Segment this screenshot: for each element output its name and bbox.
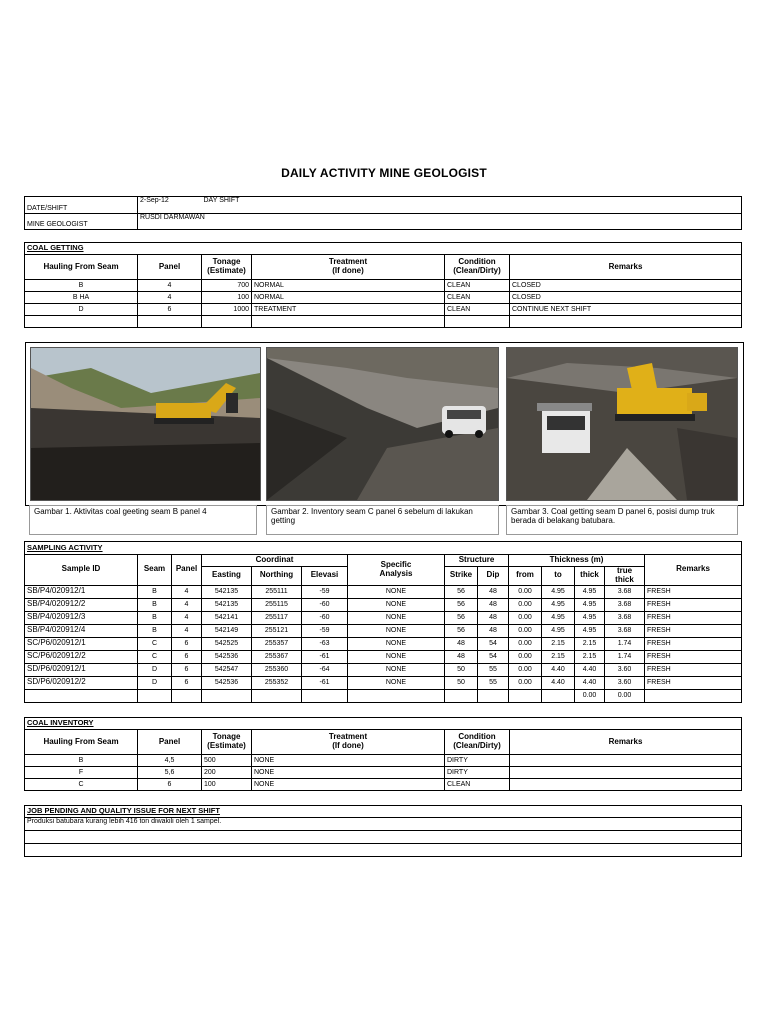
- sample-cell: NONE: [348, 676, 445, 689]
- sample-cell: [25, 689, 138, 702]
- sampling-table: [24, 541, 742, 703]
- sample-cell: 4: [172, 611, 202, 624]
- photo-caption-3: Gambar 3. Coal getting seam D panel 6, posisi dump truk berada di belakang batubara.: [506, 505, 738, 535]
- sample-cell: -64: [302, 663, 348, 676]
- table-cell: NONE: [252, 779, 445, 791]
- sample-cell: 255367: [252, 650, 302, 663]
- sample-cell: 1.74: [605, 650, 645, 663]
- col-to: to: [542, 567, 575, 586]
- sample-cell: 0.00: [509, 585, 542, 598]
- sample-cell: 48: [478, 598, 509, 611]
- sampling-title: SAMPLING ACTIVITY: [25, 542, 742, 555]
- sample-cell: B: [138, 598, 172, 611]
- table-cell: [25, 316, 138, 328]
- sample-cell: 2.15: [542, 650, 575, 663]
- coal-inventory-table: [24, 717, 742, 791]
- table-cell: B HA: [25, 292, 138, 304]
- table-cell: DIRTY: [445, 755, 510, 767]
- sample-cell: 54: [478, 650, 509, 663]
- sample-cell: SB/P4/020912/1: [25, 585, 138, 598]
- sample-row: [25, 598, 742, 611]
- table-cell: [138, 316, 202, 328]
- sample-cell: FRESH: [645, 598, 742, 611]
- sample-cell: 3.68: [605, 611, 645, 624]
- sample-cell: C: [138, 637, 172, 650]
- photo-inventory-seam-c: [266, 347, 499, 501]
- sample-cell: 6: [172, 676, 202, 689]
- sample-cell: [172, 689, 202, 702]
- sample-cell: 255360: [252, 663, 302, 676]
- sample-cell: NONE: [348, 598, 445, 611]
- sample-cell: NONE: [348, 585, 445, 598]
- page-title: DAILY ACTIVITY MINE GEOLOGIST: [281, 166, 487, 180]
- sample-cell: 55: [478, 663, 509, 676]
- col-seam: Seam: [138, 555, 172, 586]
- sample-cell: 542149: [202, 624, 252, 637]
- sample-cell: -60: [302, 611, 348, 624]
- photo-coal-getting-seam-b: [30, 347, 261, 501]
- sample-cell: 56: [445, 624, 478, 637]
- sample-cell: 4: [172, 624, 202, 637]
- sample-cell: 2.15: [542, 637, 575, 650]
- table-cell: [510, 767, 742, 779]
- sample-cell: 255111: [252, 585, 302, 598]
- table-cell: CLOSED: [510, 280, 742, 292]
- table-cell: [252, 316, 445, 328]
- sample-cell: FRESH: [645, 611, 742, 624]
- sample-cell: 48: [478, 624, 509, 637]
- sample-cell: -59: [302, 624, 348, 637]
- table-cell: F: [25, 767, 138, 779]
- table-cell: B: [25, 280, 138, 292]
- job-pending-line: Produksi batubara kurang lebih 416 ton diwakili oleh 1 sampel.: [25, 818, 742, 831]
- sample-cell: FRESH: [645, 637, 742, 650]
- col-elevasi: Elevasi: [302, 567, 348, 586]
- sample-cell: 48: [445, 637, 478, 650]
- sample-cell: SB/P4/020912/2: [25, 598, 138, 611]
- sample-cell: -61: [302, 676, 348, 689]
- sample-cell: C: [138, 650, 172, 663]
- table-row: [25, 292, 742, 304]
- sample-cell: 2.15: [575, 650, 605, 663]
- sample-cell: 4.40: [542, 676, 575, 689]
- table-row: [25, 280, 742, 292]
- col-hauling-from-seam: Hauling From Seam: [25, 730, 138, 755]
- sample-cell: SD/P6/020912/1: [25, 663, 138, 676]
- sample-cell: D: [138, 663, 172, 676]
- sample-cell: 56: [445, 598, 478, 611]
- sample-cell: [348, 689, 445, 702]
- col-specific-analysis: Specific Analysis: [348, 555, 445, 586]
- table-cell: B: [25, 755, 138, 767]
- col-dip: Dip: [478, 567, 509, 586]
- sample-cell: 0.00: [509, 663, 542, 676]
- col-structure: Structure: [445, 555, 509, 567]
- sample-cell: -59: [302, 585, 348, 598]
- sample-cell: FRESH: [645, 650, 742, 663]
- sample-cell: 6: [172, 663, 202, 676]
- sample-cell: 3.60: [605, 663, 645, 676]
- coal-getting-title: COAL GETTING: [25, 243, 742, 255]
- table-cell: [510, 755, 742, 767]
- sample-cell: B: [138, 611, 172, 624]
- sample-cell: 542547: [202, 663, 252, 676]
- sample-cell: 255117: [252, 611, 302, 624]
- sample-cell: 4.95: [542, 585, 575, 598]
- sample-cell: 50: [445, 663, 478, 676]
- sample-cell: 48: [478, 611, 509, 624]
- sample-cell: 55: [478, 676, 509, 689]
- sample-cell: 0.00: [509, 676, 542, 689]
- coal-inventory-title: COAL INVENTORY: [25, 718, 742, 730]
- table-cell: [510, 779, 742, 791]
- col-condition: Condition (Clean/Dirty): [445, 255, 510, 280]
- table-cell: D: [25, 304, 138, 316]
- sample-cell: FRESH: [645, 663, 742, 676]
- sample-cell: 4: [172, 585, 202, 598]
- col-from: from: [509, 567, 542, 586]
- sample-row: [25, 650, 742, 663]
- sample-cell: 4: [172, 598, 202, 611]
- sample-cell: 0.00: [509, 598, 542, 611]
- sample-cell: B: [138, 624, 172, 637]
- sample-cell: 4.40: [575, 676, 605, 689]
- date-value: 2-Sep-12: [138, 197, 202, 214]
- sample-cell: [302, 689, 348, 702]
- sample-row: [25, 637, 742, 650]
- job-pending-title: JOB PENDING AND QUALITY ISSUE FOR NEXT SHIFT: [25, 806, 742, 818]
- table-cell: 4: [138, 292, 202, 304]
- sample-cell: 6: [172, 650, 202, 663]
- table-cell: 700: [202, 280, 252, 292]
- info-table: [24, 196, 742, 230]
- sample-cell: -60: [302, 598, 348, 611]
- col-remarks: Remarks: [510, 255, 742, 280]
- geologist-value: RUSDI DARMAWAN: [138, 214, 742, 230]
- sample-cell: NONE: [348, 650, 445, 663]
- table-cell: 100: [202, 779, 252, 791]
- table-cell: 6: [138, 304, 202, 316]
- table-row: [25, 316, 742, 328]
- table-cell: 200: [202, 767, 252, 779]
- table-cell: DIRTY: [445, 767, 510, 779]
- date-label: DATE/SHIFT: [25, 197, 138, 214]
- sample-row: [25, 611, 742, 624]
- sample-cell: [252, 689, 302, 702]
- sample-cell: SC/P6/020912/2: [25, 650, 138, 663]
- sample-cell: 4.40: [575, 663, 605, 676]
- table-cell: 6: [138, 779, 202, 791]
- photo-caption-1: Gambar 1. Aktivitas coal geeting seam B panel 4: [29, 505, 257, 535]
- col-strike: Strike: [445, 567, 478, 586]
- table-cell: [445, 316, 510, 328]
- sample-cell: D: [138, 676, 172, 689]
- col-coordinat: Coordinat: [202, 555, 348, 567]
- sample-cell: 50: [445, 676, 478, 689]
- sample-cell: SB/P4/020912/3: [25, 611, 138, 624]
- col-panel: Panel: [138, 255, 202, 280]
- table-cell: 5,6: [138, 767, 202, 779]
- col-thickness: Thickness (m): [509, 555, 645, 567]
- table-cell: CLEAN: [445, 280, 510, 292]
- col-remarks: Remarks: [510, 730, 742, 755]
- sample-cell: [138, 689, 172, 702]
- sample-cell: SB/P4/020912/4: [25, 624, 138, 637]
- table-cell: CLEAN: [445, 779, 510, 791]
- sample-cell: [645, 689, 742, 702]
- sample-row: [25, 624, 742, 637]
- table-cell: CLOSED: [510, 292, 742, 304]
- sample-cell: 4.95: [542, 611, 575, 624]
- sample-cell: 542141: [202, 611, 252, 624]
- sample-cell: NONE: [348, 611, 445, 624]
- sample-cell: [445, 689, 478, 702]
- table-cell: 1000: [202, 304, 252, 316]
- col-panel: Panel: [172, 555, 202, 586]
- table-cell: CLEAN: [445, 304, 510, 316]
- sample-cell: 0.00: [509, 637, 542, 650]
- sample-cell: 4.95: [542, 624, 575, 637]
- job-pending-line: [25, 844, 742, 857]
- sample-cell: 1.74: [605, 637, 645, 650]
- col-hauling-from-seam: Hauling From Seam: [25, 255, 138, 280]
- col-treatment: Treatment (If done): [252, 730, 445, 755]
- sample-cell: 2.15: [575, 637, 605, 650]
- sample-cell: 3.60: [605, 676, 645, 689]
- table-cell: TREATMENT: [252, 304, 445, 316]
- col-northing: Northing: [252, 567, 302, 586]
- sample-row: [25, 676, 742, 689]
- table-cell: CONTINUE NEXT SHIFT: [510, 304, 742, 316]
- table-cell: 4,5: [138, 755, 202, 767]
- col-easting: Easting: [202, 567, 252, 586]
- job-pending-line: [25, 831, 742, 844]
- sample-cell: 542135: [202, 598, 252, 611]
- col-tonage: Tonage (Estimate): [202, 255, 252, 280]
- sample-cell: 4.95: [542, 598, 575, 611]
- photo-caption-2: Gambar 2. Inventory seam C panel 6 sebelum di lakukan getting: [266, 505, 499, 535]
- table-cell: NORMAL: [252, 292, 445, 304]
- job-pending-table: [24, 805, 742, 857]
- table-cell: 500: [202, 755, 252, 767]
- sample-cell: 4.95: [575, 624, 605, 637]
- sample-cell: 48: [445, 650, 478, 663]
- sample-cell: [202, 689, 252, 702]
- sample-cell: 255121: [252, 624, 302, 637]
- sample-cell: 542135: [202, 585, 252, 598]
- table-row: [25, 779, 742, 791]
- sample-cell: 542525: [202, 637, 252, 650]
- sample-cell: B: [138, 585, 172, 598]
- sample-cell: 56: [445, 611, 478, 624]
- sample-cell: NONE: [348, 663, 445, 676]
- sample-cell: -63: [302, 637, 348, 650]
- sample-cell: [478, 689, 509, 702]
- shift-value: DAY SHIFT: [202, 197, 742, 214]
- table-cell: CLEAN: [445, 292, 510, 304]
- col-condition: Condition (Clean/Dirty): [445, 730, 510, 755]
- coal-getting-table: [24, 242, 742, 328]
- sample-cell: [542, 689, 575, 702]
- sample-cell: 3.68: [605, 585, 645, 598]
- sample-row: [25, 585, 742, 598]
- table-row: [25, 755, 742, 767]
- col-tonage: Tonage (Estimate): [202, 730, 252, 755]
- col-treatment: Treatment (If done): [252, 255, 445, 280]
- sample-cell: 0.00: [509, 650, 542, 663]
- sample-cell: 0.00: [509, 624, 542, 637]
- col-thick: thick: [575, 567, 605, 586]
- sample-cell: 48: [478, 585, 509, 598]
- col-sample-id: Sample ID: [25, 555, 138, 586]
- sample-cell: 4.95: [575, 598, 605, 611]
- sample-cell: SC/P6/020912/1: [25, 637, 138, 650]
- sample-cell: [509, 689, 542, 702]
- sample-row: [25, 689, 742, 702]
- col-panel: Panel: [138, 730, 202, 755]
- table-cell: NONE: [252, 755, 445, 767]
- table-row: [25, 767, 742, 779]
- sample-cell: 0.00: [605, 689, 645, 702]
- table-cell: NONE: [252, 767, 445, 779]
- sample-cell: 3.68: [605, 624, 645, 637]
- sample-cell: 255352: [252, 676, 302, 689]
- sample-row: [25, 663, 742, 676]
- sample-cell: FRESH: [645, 624, 742, 637]
- sample-cell: 542536: [202, 676, 252, 689]
- sample-cell: -61: [302, 650, 348, 663]
- table-cell: 4: [138, 280, 202, 292]
- sample-cell: NONE: [348, 624, 445, 637]
- table-row: [25, 304, 742, 316]
- sample-cell: 3.68: [605, 598, 645, 611]
- sample-cell: 4.95: [575, 585, 605, 598]
- col-remarks: Remarks: [645, 555, 742, 586]
- sample-cell: 6: [172, 637, 202, 650]
- sample-cell: 0.00: [575, 689, 605, 702]
- table-cell: [202, 316, 252, 328]
- col-true-thick: true thick: [605, 567, 645, 586]
- sample-cell: 54: [478, 637, 509, 650]
- sample-cell: 4.95: [575, 611, 605, 624]
- table-cell: NORMAL: [252, 280, 445, 292]
- sample-cell: NONE: [348, 637, 445, 650]
- photo-strip: [25, 342, 744, 506]
- sample-cell: 4.40: [542, 663, 575, 676]
- geologist-label: MINE GEOLOGIST: [25, 214, 138, 230]
- table-cell: C: [25, 779, 138, 791]
- photo-coal-getting-seam-d: [506, 347, 738, 501]
- sample-cell: FRESH: [645, 676, 742, 689]
- sample-cell: 255357: [252, 637, 302, 650]
- sample-cell: FRESH: [645, 585, 742, 598]
- sample-cell: SD/P6/020912/2: [25, 676, 138, 689]
- table-cell: 100: [202, 292, 252, 304]
- sample-cell: 542536: [202, 650, 252, 663]
- sample-cell: 255115: [252, 598, 302, 611]
- sample-cell: 0.00: [509, 611, 542, 624]
- table-cell: [510, 316, 742, 328]
- sample-cell: 56: [445, 585, 478, 598]
